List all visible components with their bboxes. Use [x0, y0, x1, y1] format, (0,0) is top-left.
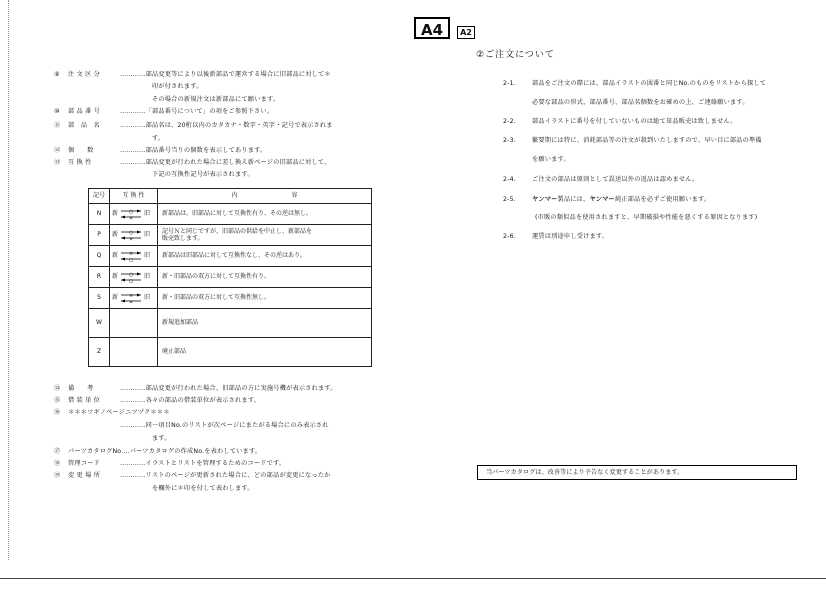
column-header-compat: 互 換 性	[110, 189, 158, 204]
legend-text: 下記の互換性記号が表示されます。	[152, 171, 254, 178]
compat-description: 廃止部品	[158, 338, 372, 367]
compat-description: 新規追加部品	[158, 309, 372, 338]
legend-item-part-name: ⑪ 部 品 名 …………部品名は、20桁以内のカタカナ・数字・英字・記号で表示されま	[54, 122, 333, 129]
legend-item-remarks: ⑭ 備 考 …………部品変更が行われた場合、旧部品の方に実施号機が表示されます。	[54, 385, 337, 392]
brand-name: ヤンマー	[532, 196, 558, 203]
compat-symbol: 新 ○ × 旧	[110, 204, 158, 225]
legend-text: その場合の新規注文は新部品にて願います。	[152, 96, 280, 103]
table-row	[89, 288, 372, 309]
compat-symbol: 新 × ○ 旧	[110, 246, 158, 267]
compat-symbol-empty	[110, 338, 158, 367]
symbol-code: W	[89, 309, 110, 338]
compat-symbol-empty	[110, 309, 158, 338]
table-row	[89, 267, 372, 288]
table-row	[89, 309, 372, 338]
compat-description: 新・旧部品の双方に対して互換性有り。	[158, 267, 372, 288]
change-notice-box: 当パーツカタログは、改善等により予告なく変更することがあります。	[477, 465, 797, 480]
table-row	[89, 246, 372, 267]
svg-text:×: ×	[129, 236, 134, 242]
legend-item-order-class: ⑨ 注 文 区 分 …………部品変更等により以後新部品で運営する場合に旧部品に対して＊	[54, 71, 331, 78]
svg-text:○: ○	[129, 209, 134, 215]
svg-text:○: ○	[129, 257, 134, 263]
compat-description: 新・旧部品の双方に対して互換性無し。	[158, 288, 372, 309]
table-row	[89, 204, 372, 225]
legend-text: 印が付されます。	[152, 83, 203, 90]
compat-description: 新部品は、旧部品に対して互換性有り、その逆は無し。	[158, 204, 372, 225]
symbol-code: R	[89, 267, 110, 288]
table-header-row	[89, 189, 372, 204]
compat-arrows-icon	[120, 228, 142, 242]
legend-item-catalog-no: ⑰ パーツカタログNo.…パーツカタログの作成No.を表わしています。	[54, 448, 262, 455]
symbol-code: P	[89, 225, 110, 246]
legend-item-change-location: ⑲ 変 更 場 所 …………リストのページが更新された場合に、どの部品が変更になったか	[54, 472, 331, 479]
brand-name: ヤンマー	[589, 196, 615, 203]
legend-item-control-code: ⑱ 管理コード …………イラストとリストを管理するためのコードです。	[54, 460, 286, 467]
legend-item-continued: ⑯ ＊＊＊ツギノページニツヅク＊＊＊	[54, 409, 170, 416]
compat-arrows-icon	[120, 291, 142, 305]
compat-arrows-icon	[120, 270, 142, 284]
symbol-code: Q	[89, 246, 110, 267]
page-binding-edge	[8, 0, 9, 560]
page-code-badge: A4	[414, 17, 450, 39]
compat-description: 記号Ｎと同じですが、旧部品の供給を中止し、新部品を 販売致します。	[158, 225, 372, 246]
compat-symbol: 新 ○ × 旧	[110, 225, 158, 246]
legend-item-interchangeability: ⑬ 互 換 性 …………部品変更が行われた場合に差し換え新ページの旧部品に対して、	[54, 159, 331, 166]
compat-symbol: 新 ○ ○ 旧	[110, 267, 158, 288]
column-header-code: 記号	[89, 189, 110, 204]
svg-text:○: ○	[129, 230, 134, 236]
compat-description: 新部品は旧部品に対して互換性なし、その逆はあり。	[158, 246, 372, 267]
legend-text: を欄外に＊印を付して表わします。	[152, 485, 254, 492]
svg-text:×: ×	[129, 299, 134, 305]
symbol-code: Z	[89, 338, 110, 367]
compat-arrows-icon	[120, 249, 142, 263]
legend-text: す。	[152, 135, 165, 142]
sub-code-badge: A2	[457, 26, 475, 39]
svg-text:×: ×	[129, 293, 134, 299]
svg-text:○: ○	[129, 272, 134, 278]
table-row	[89, 338, 372, 367]
svg-text:×: ×	[129, 251, 134, 257]
legend-item-part-number: ⑩ 部 品 番 号 …………「部品番号について」の項をご参照下さい。	[54, 108, 274, 115]
compat-symbol: 新 × × 旧	[110, 288, 158, 309]
legend-item-continued-desc: …………同一項目No.のリストが次ページにまたがる場合にのみ表示され	[120, 422, 329, 429]
legend-item-quantity: ⑫ 個 数 …………部品番号当りの個数を表示してあります。	[54, 147, 267, 154]
compat-arrows-icon	[120, 207, 142, 221]
symbol-code: S	[89, 288, 110, 309]
svg-text:×: ×	[129, 215, 134, 221]
legend-text: ます。	[152, 435, 171, 442]
compatibility-table	[88, 188, 372, 367]
symbol-code: N	[89, 204, 110, 225]
svg-text:○: ○	[129, 278, 134, 284]
bottom-rule	[0, 578, 826, 579]
legend-item-packing-unit: ⑮ 借 装 単 位 …………各々の部品の借装単位が表示されます。	[54, 397, 261, 404]
column-header-content: 内 容	[158, 189, 372, 204]
table-row	[89, 225, 372, 246]
section-title: ②ご注文について	[476, 50, 555, 60]
